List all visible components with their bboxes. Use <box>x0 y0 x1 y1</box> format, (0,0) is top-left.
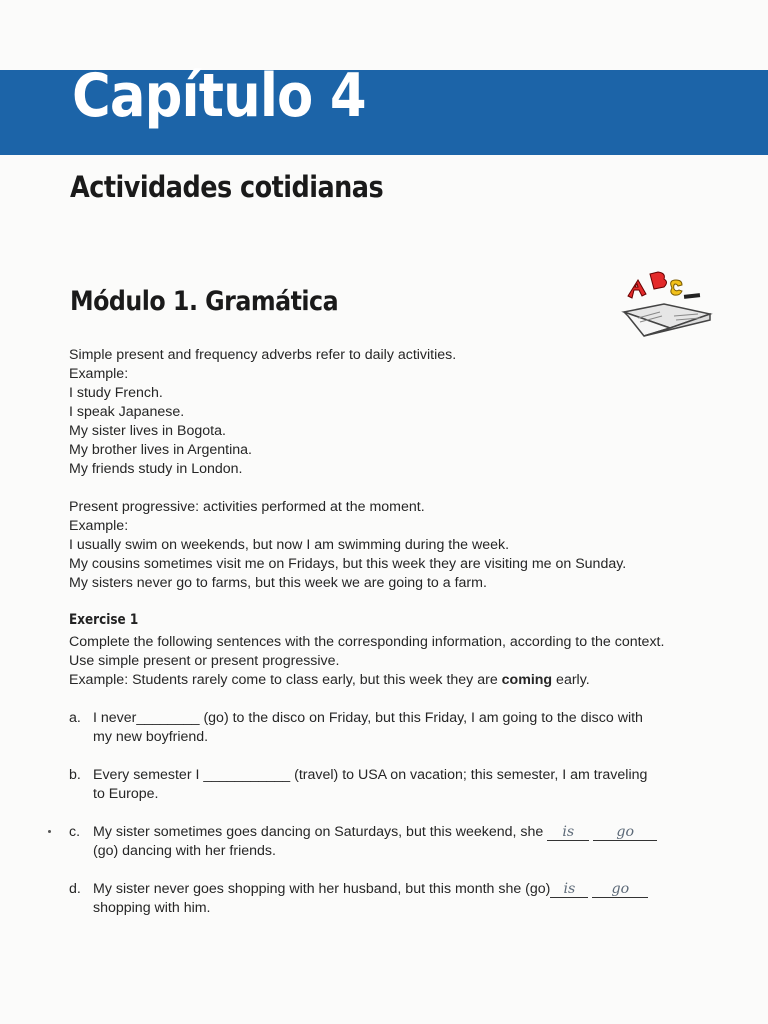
text-line: I study French. <box>69 385 163 401</box>
item-line: to Europe. <box>93 786 159 802</box>
item-letter: d. <box>69 881 81 897</box>
text-line: Present progressive: activities performed at the moment. <box>69 499 425 515</box>
text-line: My brother lives in Argentina. <box>69 442 252 458</box>
present-progressive-section <box>69 498 626 593</box>
item-line: shopping with him. <box>93 900 211 916</box>
text-line: Simple present and frequency adverbs refer to daily activities. <box>69 347 457 363</box>
item-line: (go) dancing with her friends. <box>93 843 276 859</box>
text-line: My cousins sometimes visit me on Fridays, but this week they are visiting me on Sunday. <box>69 556 627 572</box>
exercise-instructions <box>69 633 664 690</box>
handwritten-answer: go <box>616 824 634 840</box>
item-letter: c. <box>69 824 81 840</box>
exercise-heading: Exercise 1 <box>69 612 139 628</box>
chapter-title: Capítulo 4 <box>72 61 366 131</box>
module-title: Módulo 1. Gramática <box>70 286 339 317</box>
example-line <box>69 671 664 690</box>
exercise-item-c <box>69 823 669 861</box>
item-line: my new boyfriend. <box>93 729 209 745</box>
exercise-item-b <box>69 766 669 804</box>
text-line: My friends study in London. <box>69 461 243 477</box>
exercise-item-d <box>69 880 669 918</box>
example-prefix: Example: Students rarely come to class early, but this week they are <box>69 672 502 688</box>
exercise-item-a <box>69 709 669 747</box>
abc-book-icon <box>614 266 718 342</box>
simple-present-section <box>69 346 456 479</box>
scan-speck <box>48 830 51 833</box>
text-line: Example: <box>69 366 129 382</box>
text-line: My sister lives in Bogota. <box>69 423 226 439</box>
item-line: My sister sometimes goes dancing on Saturdays, but this weekend, she <box>93 824 548 840</box>
text-line: I usually swim on weekends, but now I am swimming during the week. <box>69 537 510 553</box>
handwritten-answer: go <box>611 881 630 897</box>
item-line: I never________ (go) to the disco on Friday, but this Friday, I am going to the disco with <box>93 710 643 726</box>
item-letter: a. <box>69 710 81 726</box>
instruction-line: Use simple present or present progressive. <box>69 653 340 669</box>
item-line: Every semester I ___________ (travel) to USA on vacation; this semester, I am traveling <box>93 767 648 783</box>
handwritten-answer: is <box>562 824 575 840</box>
text-line: Example: <box>69 518 129 534</box>
item-line: My sister never goes shopping with her husband, but this month she (go) <box>93 881 551 897</box>
text-line: My sisters never go to farms, but this week we are going to a farm. <box>69 575 487 591</box>
example-suffix: early. <box>552 672 590 688</box>
instruction-line: Complete the following sentences with the corresponding information, according to the context. <box>69 634 665 650</box>
item-letter: b. <box>69 767 81 783</box>
text-line: I speak Japanese. <box>69 404 185 420</box>
chapter-subtitle: Actividades cotidianas <box>70 170 384 204</box>
example-bold-word: coming <box>501 672 553 688</box>
handwritten-answer: is <box>563 881 576 897</box>
